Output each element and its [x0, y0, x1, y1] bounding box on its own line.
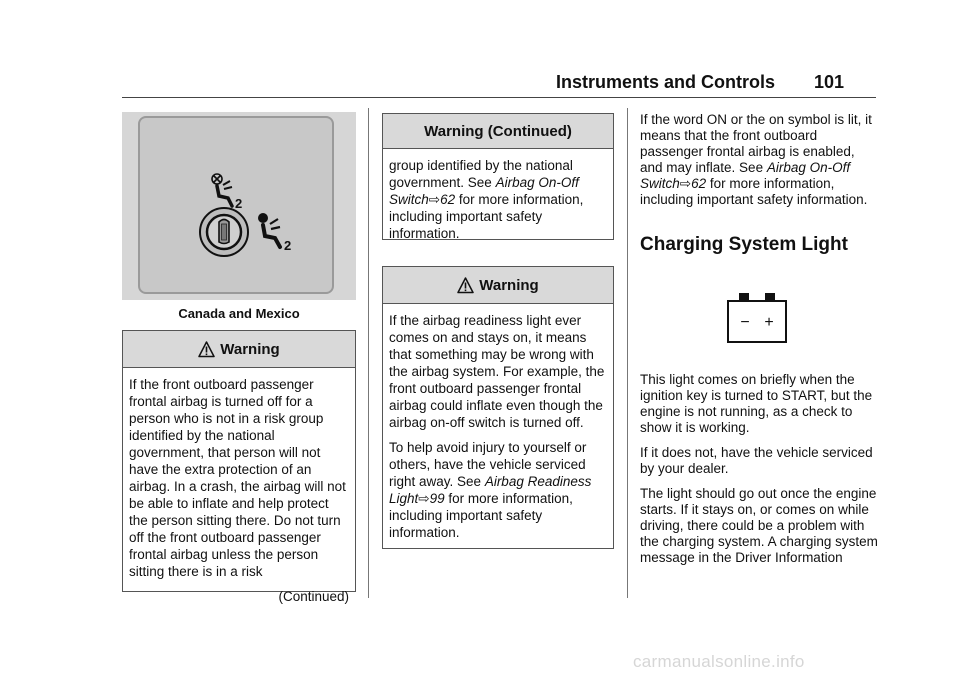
- airbag-on-badge: 2: [284, 238, 292, 253]
- header-rule: [122, 97, 876, 98]
- warning-title: Warning (Continued): [424, 122, 572, 140]
- airbag-off-badge: 2: [235, 196, 243, 211]
- figure-caption: Canada and Mexico: [178, 306, 300, 321]
- warning-icon: [457, 277, 474, 294]
- body-paragraph: This light comes on briefly when the ignition key is turned to START, but the engine is not running, as a check to show it is working.: [640, 372, 873, 435]
- switch-panel: [138, 116, 334, 294]
- warning-text: If the airbag readiness light ever comes on and stays on, it means that something may be wrong with the airbag system. For example, the front outboard passenger frontal airbag could inflate even though the airbag on-off switch is turned off.: [389, 313, 605, 430]
- reference-arrow-icon: ⇨: [679, 176, 692, 191]
- airbag-switch-figure: [122, 112, 356, 300]
- cross-reference-link[interactable]: Airbag On-Off Switch: [389, 175, 579, 207]
- reference-arrow-icon: ⇨: [428, 192, 441, 207]
- warning-title: Warning: [220, 340, 280, 358]
- warning-box-airbag-readiness: [382, 266, 614, 549]
- warning-icon: [198, 341, 215, 358]
- section-title: Instruments and Controls: [555, 72, 775, 92]
- cross-reference-link[interactable]: Airbag On-Off Switch: [640, 160, 851, 191]
- warning-text: If the front outboard passenger frontal airbag is turned off for a person who is not in a risk group identified by the national government, that person will not have the extra protection of an airbag. In a crash, the airbag will not be able to inflate and help protect the person sitting there. Do not turn off the front outboard passenger frontal airbag unless the person sitting there is in a risk: [129, 377, 346, 579]
- warning-text: To help avoid injury to yourself or others, have the vehicle serviced right away. See Airbag Readiness Light⇨99 for more information, including important safety information.: [389, 440, 592, 540]
- warning-box-continued: [382, 113, 614, 240]
- section-heading: Charging System Light: [640, 234, 848, 255]
- airbag-switch-keyhole-icon: [198, 206, 250, 258]
- warning-continued-header: [383, 114, 613, 149]
- body-paragraph: The light should go out once the engine starts. If it stays on, or comes on while driving, there could be a problem with the charging system. A charging system message in the Driver Information: [640, 486, 878, 565]
- body-paragraph: If the word ON or the on symbol is lit, it means that the front outboard passenger frontal airbag is enabled, and may inflate. See Airbag On-Off Switch⇨62 for more information, including important safety information.: [640, 112, 872, 207]
- right-column-intro: [640, 112, 880, 217]
- warning-header: [123, 331, 355, 368]
- battery-plus-symbol: +: [764, 314, 774, 331]
- battery-minus-symbol: −: [740, 314, 750, 331]
- warning-header: [383, 267, 613, 304]
- reference-page[interactable]: 62: [691, 176, 707, 191]
- right-column-body: [640, 372, 880, 575]
- page-number: 101: [814, 72, 845, 92]
- passenger-airbag-on-icon: [254, 210, 300, 254]
- watermark: carmanualsonline.info: [633, 652, 805, 671]
- continued-label: (Continued): [278, 589, 349, 604]
- battery-icon: [726, 292, 788, 344]
- warning-text: group identified by the national government. See Airbag On-Off Switch⇨62 for more information, including important safety information.: [389, 158, 584, 241]
- warning-title: Warning: [479, 276, 539, 294]
- reference-page[interactable]: 62: [440, 192, 456, 207]
- body-paragraph: If it does not, have the vehicle serviced by your dealer.: [640, 445, 873, 476]
- reference-page[interactable]: 99: [429, 491, 445, 506]
- warning-box-airbag-off: [122, 330, 356, 604]
- cross-reference-link[interactable]: Airbag Readiness Light: [389, 474, 592, 506]
- column-divider-left: [368, 108, 369, 598]
- column-divider-right: [627, 108, 628, 598]
- reference-arrow-icon: ⇨: [418, 491, 430, 506]
